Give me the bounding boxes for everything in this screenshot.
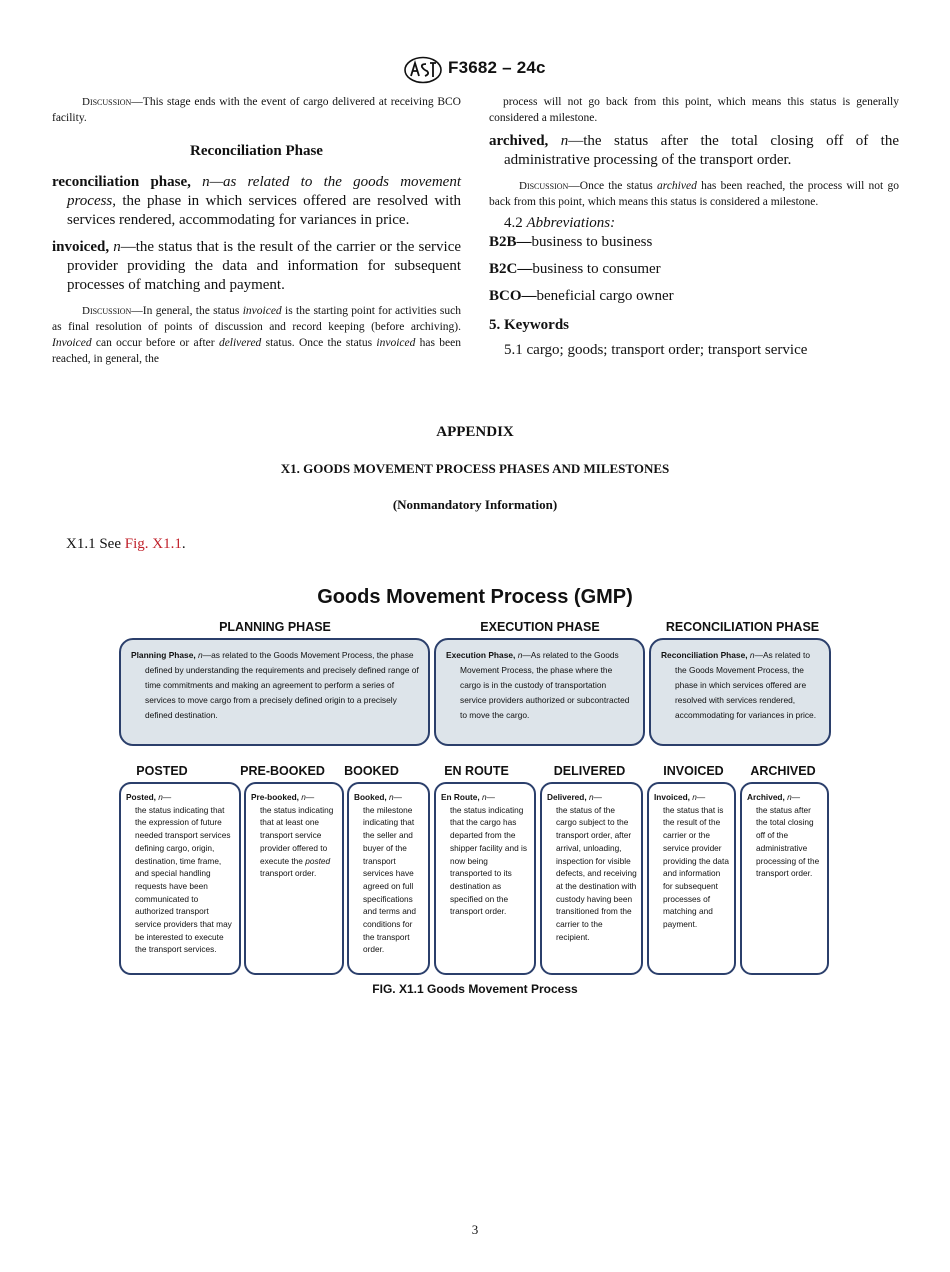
abbreviation-item: B2B—business to business — [489, 234, 653, 250]
discussion-archived: Discussion—Once the status archived has been reached, the process will not go back from this point, which means this status is considered a milestone. — [489, 180, 899, 208]
figure-link[interactable]: Fig. X1.1 — [124, 536, 182, 552]
milestone-box-pre-booked: Pre-booked, n— the status indicating that at least one transport service provider offered to execute the posted transport order. — [244, 782, 344, 975]
appendix-note: (Nonmandatory Information) — [392, 497, 558, 512]
abbreviations-heading: 4.2 Abbreviations: — [504, 215, 616, 231]
figure-caption: FIG. X1.1 Goods Movement Process — [372, 982, 578, 996]
term-reconciliation-phase: reconciliation phase, n—as related to the goods movement process, the phase in which services offered are resolved with services rendered, accommodating for variances in price. — [52, 174, 462, 228]
milestone-heading-invoiced: INVOICED — [663, 764, 724, 778]
phase-heading-planning: PLANNING PHASE — [219, 620, 331, 634]
abbreviation-item: BCO—beneficial cargo owner — [489, 288, 674, 304]
page-number: 3 — [471, 1222, 479, 1237]
see-figure-line: X1.1 See Fig. X1.1. — [66, 536, 186, 552]
left-column — [52, 94, 461, 371]
milestone-heading-en-route: EN ROUTE — [444, 764, 509, 778]
phase-heading-execution: EXECUTION PHASE — [480, 620, 600, 634]
appendix-title: APPENDIX — [436, 424, 514, 440]
astm-logo-icon — [403, 56, 443, 84]
milestone-heading-delivered: DELIVERED — [553, 764, 626, 778]
abbreviation-item: B2C—business to consumer — [489, 261, 661, 277]
discussion-invoiced: Discussion—In general, the status invoiced is the starting point for activities such as final resolution of points of discussion and record keeping (before archiving). Invoiced can occur before or after delivered status. Once the status invoiced has been reached, in general, the — [52, 305, 462, 365]
milestone-box-archived: Archived, n— the status after the total closing off of the administrative processing of the transport order. — [740, 782, 829, 975]
right-column — [489, 94, 899, 360]
phase-box-execution: Execution Phase, n—As related to the Goods Movement Process, the phase where the cargo is in the custody of transportation service providers authorized or subcontracted to move the cargo. — [434, 638, 645, 746]
abbreviation-list — [489, 233, 899, 306]
term-archived: archived, n—the status after the total closing off of the administrative processing of the transport order. — [489, 133, 900, 168]
milestone-box-en-route: En Route, n— the status indicating that the cargo has departed from the shipper facility and is now being transported to its destination as specified on the transport order. — [434, 782, 536, 975]
term-invoiced: invoiced, n—the status that is the result of the carrier or the service provider providing the data and information for subsequent processes of matching and payment. — [52, 239, 462, 293]
phase-box-reconciliation: Reconciliation Phase, n—As related to the Goods Movement Process, the phase in which services offered are resolved with services rendered, accommodating for variances in price. — [649, 638, 831, 746]
milestone-heading-posted: POSTED — [136, 764, 188, 778]
page-header — [0, 56, 950, 86]
discussion-continuation: process will not go back from this point, which means this status is generally considered a milestone. — [489, 96, 899, 124]
milestone-heading-pre-booked: PRE-BOOKED — [240, 764, 325, 778]
milestone-box-booked: Booked, n— the milestone indicating that the seller and buyer of the transport services have agreed on full specifications and terms and conditions for the transport order. — [347, 782, 430, 975]
appendix-section-title: X1. GOODS MOVEMENT PROCESS PHASES AND MILESTONES — [280, 461, 670, 476]
document-number: F3682 – 24c — [448, 58, 546, 77]
phase-box-planning: Planning Phase, n—as related to the Goods Movement Process, the phase defined by understanding the requirements and precisely defined range of time commitments and making an agreement to perform a series of services to move cargo from a precisely defined origin to a precisely defined destination. — [119, 638, 430, 746]
keywords-text: 5.1 cargo; goods; transport order; transport service — [504, 342, 808, 358]
discussion-delivered: Discussion—This stage ends with the event of cargo delivered at receiving BCO facility. — [52, 96, 461, 124]
gmp-figure — [110, 582, 840, 982]
milestone-box-invoiced: Invoiced, n— the status that is the result of the carrier or the service provider providing the data and information for subsequent processes of matching and payment. — [647, 782, 736, 975]
reconciliation-heading: Reconciliation Phase — [190, 143, 323, 159]
milestone-heading-booked: BOOKED — [344, 764, 399, 778]
milestone-box-posted: Posted, n— the status indicating that the expression of future needed transport services defining cargo, origin, destination, time frame, and special handling requests have been communicated to authorized transport service providers that may be interested to execute the transport services. — [119, 782, 241, 975]
milestone-box-delivered: Delivered, n— the status of the cargo subject to the transport order, after arrival, unloading, inspection for visible defects, and receiving at the destination with custody having been transitioned from the carrier to the recipient. — [540, 782, 643, 975]
milestone-heading-archived: ARCHIVED — [750, 764, 816, 778]
figure-title: Goods Movement Process (GMP) — [317, 586, 633, 608]
keywords-heading: 5. Keywords — [489, 317, 569, 333]
phase-heading-reconciliation: RECONCILIATION PHASE — [665, 620, 820, 634]
